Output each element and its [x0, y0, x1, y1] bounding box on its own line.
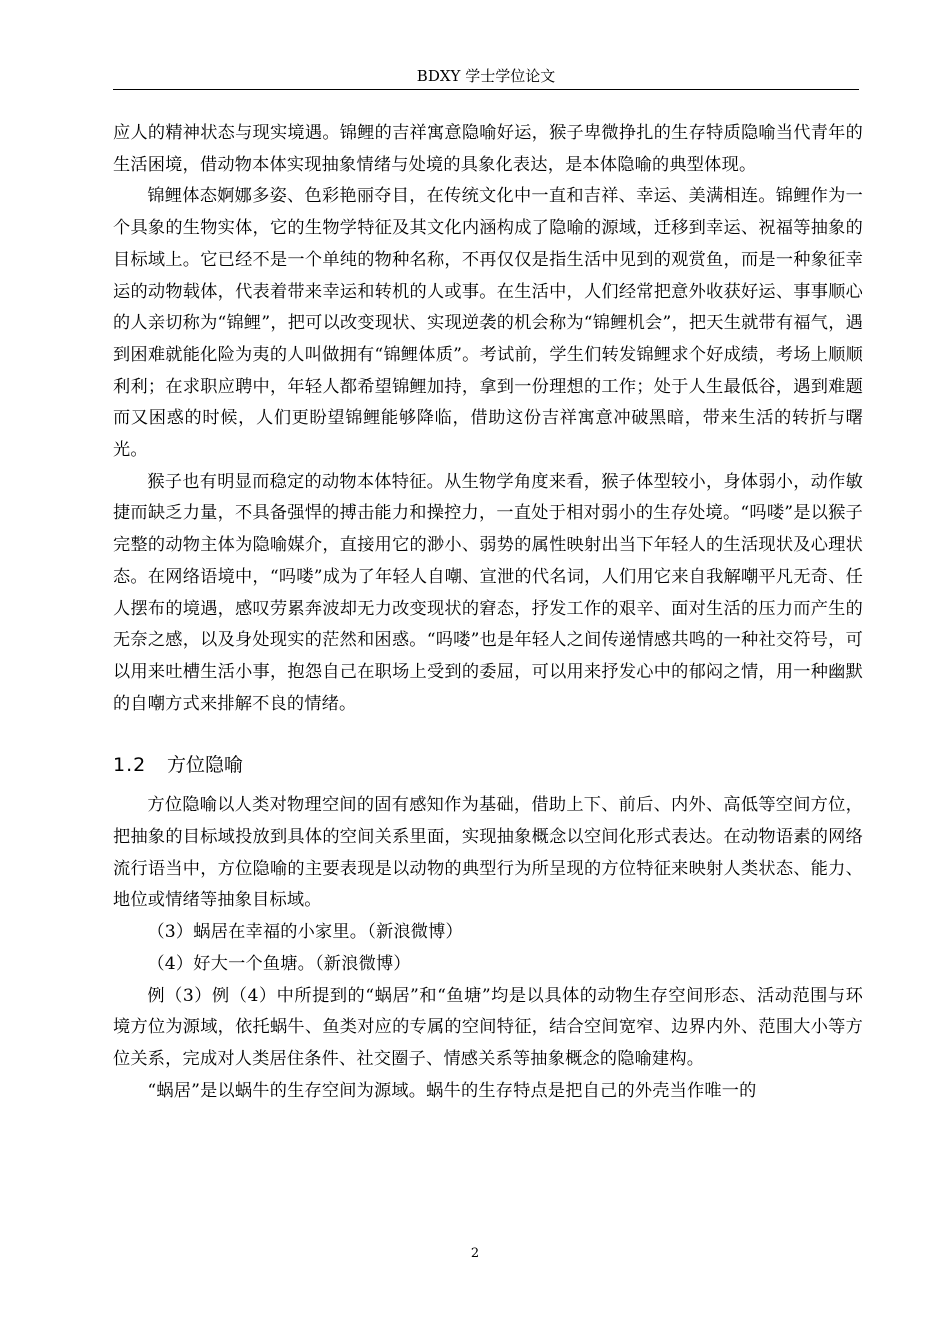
page-number: 2: [470, 1246, 480, 1261]
section-number: 1.2: [113, 754, 147, 777]
body-text: [113, 118, 863, 1107]
section-heading: [113, 750, 863, 780]
paragraph-monkey: 猴子也有明显而稳定的动物本体特征。从生物学角度来看，猴子体型较小，身体弱小，动作敏捷而缺乏力量，不具备强悍的搏击能力和操控力，一直处于相对弱小的生存处境。“吗喽”是以猴子完整的动物主体为隐喻媒介，直接用它的渺小、弱势的属性映射出当下年轻人的生活现状及心理状态。在网络语境中，“吗喽”成为了年轻人自嘲、宣泄的代名词，人们用它来自我解嘲平凡无奇、任人摆布的境遇，感叹劳累奔波却无力改变现状的窘态，抒发工作的艰辛、面对生活的压力而产生的无奈之感，以及身处现实的茫然和困惑。“吗喽”也是年轻人之间传递情感共鸣的一种社交符号，可以用来吐槽生活小事，抱怨自己在职场上受到的委屈，可以用来抒发心中的郁闷之情，用一种幽默的自嘲方式来排解不良的情绪。: [113, 471, 863, 714]
paragraph-snail-house: “蜗居”是以蜗牛的生存空间为源域。蜗牛的生存特点是把自己的外壳当作唯一的: [147, 1080, 757, 1101]
section-title: 方位隐喻: [167, 754, 244, 777]
paragraph-koi: 锦鲤体态婀娜多姿、色彩艳丽夺目，在传统文化中一直和吉祥、幸运、美满相连。锦鲤作为一个具象的生物实体，它的生物学特征及其文化内涵构成了隐喻的源域，迁移到幸运、祝福等抽象的目标域上。它已经不是一个单纯的物种名称，不再仅仅是指生活中见到的观赏鱼，而是一种象征幸运的动物载体，代表着带来幸运和转机的人或事。在生活中，人们经常把意外收获好运、事事顺心的人亲切称为“锦鲤”，把可以改变现状、实现逆袭的机会称为“锦鲤机会”，把天生就带有福气，遇到困难就能化险为夷的人叫做拥有“锦鲤体质”。考试前，学生们转发锦鲤求个好成绩，考场上顺顺利利；在求职应聘中，年轻人都希望锦鲤加持，拿到一份理想的工作；处于人生最低谷，遇到难题而又困惑的时候，人们更盼望锦鲤能够降临，借助这份吉祥寓意冲破黑暗，带来生活的转折与曙光。: [113, 186, 863, 461]
running-header: BDXY 学士学位论文: [113, 66, 859, 90]
example-3: （3）蜗居在幸福的小家里。（新浪微博）: [147, 922, 463, 943]
paragraph-continued: 应人的精神状态与现实境遇。锦鲤的吉祥寓意隐喻好运，猴子卑微挣扎的生存特质隐喻当代青年的生活困境，借动物本体实现抽象情绪与处境的具象化表达，是本体隐喻的典型体现。: [113, 123, 863, 175]
paragraph-orientational-intro: 方位隐喻以人类对物理空间的固有感知作为基础，借助上下、前后、内外、高低等空间方位，把抽象的目标域投放到具体的空间关系里面，实现抽象概念以空间化形式表达。在动物语素的网络流行语当中，方位隐喻的主要表现是以动物的典型行为所呈现的方位特征来映射人类状态、能力、地位或情绪等抽象目标域。: [113, 795, 863, 911]
paragraph-example-analysis: 例（3）例（4）中所提到的“蜗居”和“鱼塘”均是以具体的动物生存空间形态、活动范围与环境方位为源域，依托蜗牛、鱼类对应的专属的空间特征，结合空间宽窄、边界内外、范围大小等方位关系，完成对人类居住条件、社交圈子、情感关系等抽象概念的隐喻建构。: [113, 985, 863, 1069]
example-4: （4）好大一个鱼塘。（新浪微博）: [147, 953, 411, 974]
